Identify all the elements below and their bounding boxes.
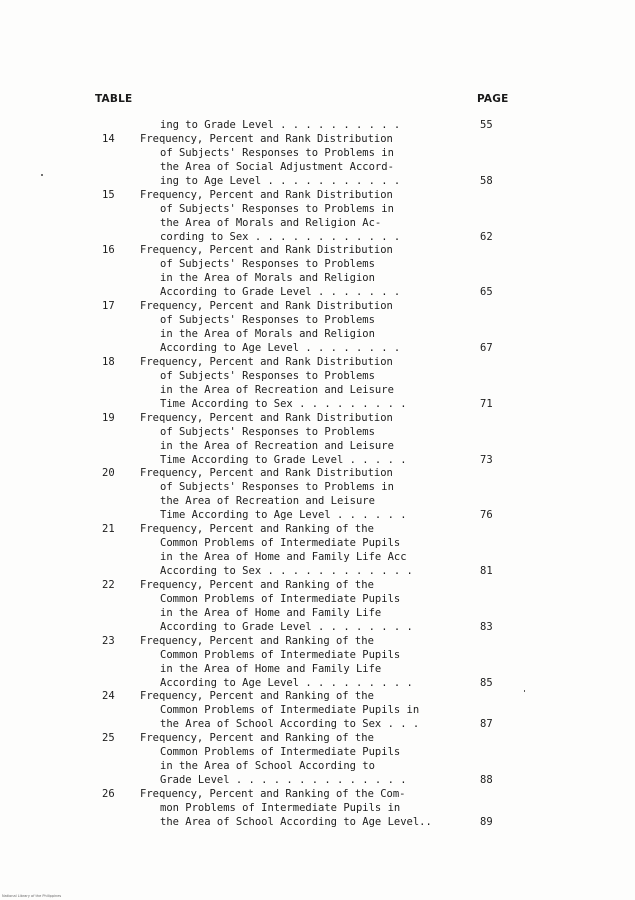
table-number: 17 bbox=[102, 300, 115, 313]
footer-note: National Library of the Philippines bbox=[2, 894, 62, 898]
toc-line bbox=[0, 593, 635, 607]
toc-line bbox=[0, 189, 635, 203]
table-title-text: mon Problems of Intermediate Pupils in bbox=[160, 801, 401, 814]
toc-line bbox=[0, 272, 635, 286]
page-number: 65 bbox=[480, 286, 493, 299]
toc-line bbox=[0, 119, 635, 133]
table-title-text: Common Problems of Intermediate Pupils bbox=[160, 648, 401, 661]
toc-line bbox=[0, 760, 635, 774]
page-number: 85 bbox=[480, 676, 493, 689]
page-number: 73 bbox=[480, 453, 493, 466]
toc-line bbox=[0, 621, 635, 635]
toc-line bbox=[0, 495, 635, 509]
toc-line bbox=[0, 718, 635, 732]
toc-line bbox=[0, 342, 635, 356]
toc-line bbox=[0, 746, 635, 760]
toc-line bbox=[0, 300, 635, 314]
toc-line bbox=[0, 454, 635, 468]
toc-line bbox=[0, 467, 635, 481]
scan-speck bbox=[41, 174, 43, 176]
page-number: 55 bbox=[480, 119, 493, 131]
table-title-text: Frequency, Percent and Rank Distribution bbox=[140, 188, 393, 201]
table-title-text: According to Age Level . . . . . . . . . bbox=[160, 676, 413, 689]
table-title-text: in the Area of Morals and Religion bbox=[160, 272, 375, 285]
page-number: 71 bbox=[480, 397, 493, 410]
table-of-contents-list bbox=[0, 119, 635, 830]
table-title-text: Frequency, Percent and Rank Distribution bbox=[140, 355, 393, 368]
table-title-text: According to Sex . . . . . . . . . . . . bbox=[160, 565, 413, 577]
table-title-text: in the Area of Morals and Religion bbox=[160, 328, 375, 341]
toc-line bbox=[0, 286, 635, 300]
table-number: 26 bbox=[102, 788, 115, 800]
toc-line bbox=[0, 440, 635, 454]
toc-line bbox=[0, 649, 635, 663]
table-title-text: of Subjects' Responses to Problems bbox=[160, 369, 375, 382]
toc-line bbox=[0, 523, 635, 537]
table-title-text: Frequency, Percent and Rank Distribution bbox=[140, 300, 393, 313]
page-column-header: PAGE bbox=[477, 93, 509, 105]
toc-line bbox=[0, 481, 635, 495]
toc-line bbox=[0, 788, 635, 802]
table-title-text: Frequency, Percent and Rank Distribution bbox=[140, 467, 393, 480]
table-title-text: Frequency, Percent and Rank Distribution bbox=[140, 411, 393, 424]
toc-line bbox=[0, 231, 635, 245]
table-title-text: the Area of Morals and Religion Ac- bbox=[160, 216, 382, 229]
page-number: 67 bbox=[480, 342, 493, 354]
table-title-text: Time According to Grade Level . . . . . bbox=[160, 453, 407, 466]
toc-line bbox=[0, 565, 635, 579]
table-title-text: Common Problems of Intermediate Pupils bbox=[160, 537, 401, 550]
table-title-text: Common Problems of Intermediate Pupils bbox=[160, 592, 401, 605]
table-number: 14 bbox=[102, 132, 115, 145]
toc-line bbox=[0, 509, 635, 523]
table-number: 15 bbox=[102, 188, 115, 201]
table-title-text: According to Grade Level . . . . . . . bbox=[160, 286, 401, 299]
toc-line bbox=[0, 244, 635, 258]
toc-line bbox=[0, 356, 635, 370]
toc-line bbox=[0, 551, 635, 565]
table-number: 22 bbox=[102, 578, 115, 591]
table-title-text: of Subjects' Responses to Problems in bbox=[160, 202, 394, 215]
table-title-text: of Subjects' Responses to Problems bbox=[160, 314, 375, 327]
toc-line bbox=[0, 258, 635, 272]
toc-line bbox=[0, 816, 635, 830]
page-number: 62 bbox=[480, 230, 493, 243]
table-title-text: Time According to Sex . . . . . . . . . bbox=[160, 397, 407, 410]
table-title-text: Frequency, Percent and Ranking of the bbox=[140, 578, 374, 591]
table-title-text: ing to Grade Level . . . . . . . . . . bbox=[160, 119, 401, 131]
toc-line bbox=[0, 217, 635, 231]
toc-line bbox=[0, 203, 635, 217]
toc-line bbox=[0, 704, 635, 718]
toc-line bbox=[0, 133, 635, 147]
table-title-text: in the Area of Home and Family Life Acc bbox=[160, 551, 407, 564]
table-title-text: Common Problems of Intermediate Pupils in bbox=[160, 704, 420, 717]
page-number: 58 bbox=[480, 174, 493, 187]
table-number: 19 bbox=[102, 411, 115, 424]
table-title-text: Frequency, Percent and Ranking of the bbox=[140, 634, 374, 647]
toc-line bbox=[0, 663, 635, 677]
table-title-text: According to Age Level . . . . . . . . bbox=[160, 342, 401, 354]
table-title-text: in the Area of Recreation and Leisure bbox=[160, 383, 394, 396]
table-number: 20 bbox=[102, 467, 115, 480]
table-title-text: Frequency, Percent and Ranking of the bbox=[140, 523, 374, 536]
table-number: 21 bbox=[102, 523, 115, 536]
toc-line bbox=[0, 635, 635, 649]
table-number: 16 bbox=[102, 244, 115, 257]
table-title-text: Frequency, Percent and Ranking of the bbox=[140, 732, 374, 745]
table-title-text: in the Area of Home and Family Life bbox=[160, 662, 382, 675]
page-number: 88 bbox=[480, 774, 493, 787]
table-number: 25 bbox=[102, 732, 115, 745]
table-title-text: of Subjects' Responses to Problems in bbox=[160, 146, 394, 159]
toc-line bbox=[0, 384, 635, 398]
table-number: 18 bbox=[102, 355, 115, 368]
table-number: 23 bbox=[102, 634, 115, 647]
table-title-text: the Area of Recreation and Leisure bbox=[160, 495, 375, 508]
table-title-text: in the Area of Home and Family Life bbox=[160, 606, 382, 619]
table-title-text: Common Problems of Intermediate Pupils bbox=[160, 746, 401, 759]
table-title-text: the Area of Social Adjustment Accord- bbox=[160, 160, 394, 173]
toc-line bbox=[0, 175, 635, 189]
table-title-text: the Area of School According to Age Level.. bbox=[160, 815, 432, 828]
page-number: 83 bbox=[480, 620, 493, 633]
table-title-text: in the Area of School According to bbox=[160, 760, 375, 773]
toc-line bbox=[0, 607, 635, 621]
toc-line bbox=[0, 161, 635, 175]
page-number: 76 bbox=[480, 509, 493, 522]
table-title-text: Time According to Age Level . . . . . . bbox=[160, 509, 407, 522]
page-number: 87 bbox=[480, 718, 493, 731]
table-title-text: the Area of School According to Sex . . . bbox=[160, 718, 420, 731]
table-title-text: cording to Sex . . . . . . . . . . . . bbox=[160, 230, 401, 243]
toc-line bbox=[0, 677, 635, 691]
page-number: 81 bbox=[480, 565, 493, 577]
page-number: 89 bbox=[480, 815, 493, 828]
table-title-text: ing to Age Level . . . . . . . . . . . bbox=[160, 174, 401, 187]
table-title-text: Grade Level . . . . . . . . . . . . . . bbox=[160, 774, 407, 787]
table-title-text: According to Grade Level . . . . . . . . bbox=[160, 620, 413, 633]
table-column-header: TABLE bbox=[95, 93, 133, 105]
table-number: 24 bbox=[102, 690, 115, 703]
table-title-text: Frequency, Percent and Ranking of the Com- bbox=[140, 788, 406, 800]
toc-line bbox=[0, 774, 635, 788]
toc-line bbox=[0, 398, 635, 412]
table-title-text: Frequency, Percent and Rank Distribution bbox=[140, 244, 393, 257]
table-title-text: Frequency, Percent and Rank Distribution bbox=[140, 132, 393, 145]
toc-line bbox=[0, 426, 635, 440]
toc-line bbox=[0, 579, 635, 593]
table-title-text: of Subjects' Responses to Problems bbox=[160, 258, 375, 271]
toc-line bbox=[0, 732, 635, 746]
toc-line bbox=[0, 370, 635, 384]
table-title-text: Frequency, Percent and Ranking of the bbox=[140, 690, 374, 703]
toc-line bbox=[0, 690, 635, 704]
toc-line bbox=[0, 412, 635, 426]
table-title-text: of Subjects' Responses to Problems in bbox=[160, 481, 394, 494]
table-title-text: in the Area of Recreation and Leisure bbox=[160, 439, 394, 452]
table-title-text: of Subjects' Responses to Problems bbox=[160, 425, 375, 438]
toc-line bbox=[0, 328, 635, 342]
toc-line bbox=[0, 314, 635, 328]
toc-line bbox=[0, 147, 635, 161]
toc-line bbox=[0, 537, 635, 551]
scan-speck bbox=[524, 690, 525, 692]
toc-line bbox=[0, 802, 635, 816]
